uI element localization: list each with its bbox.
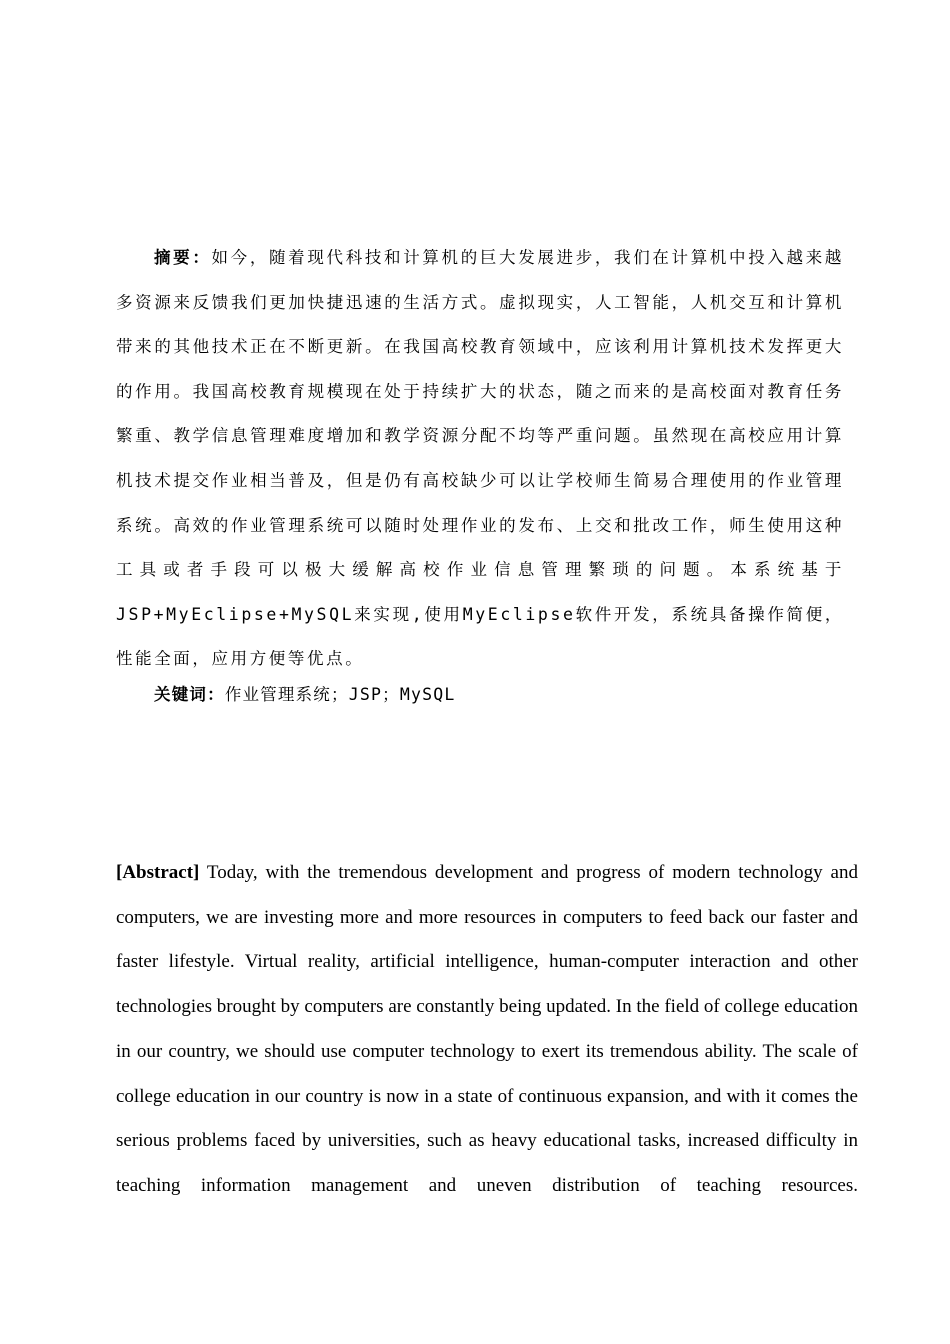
chinese-abstract-paragraph bbox=[116, 236, 844, 682]
chinese-keywords-label: 关键词： bbox=[154, 685, 225, 704]
chinese-abstract-label: 摘要： bbox=[154, 248, 212, 267]
english-abstract-label: [Abstract] bbox=[116, 862, 200, 883]
chinese-keywords-paragraph bbox=[116, 673, 844, 718]
chinese-abstract-text: 如今，随着现代科技和计算机的巨大发展进步，我们在计算机中投入越来越多资源来反馈我们更加快捷迅速的生活方式。虚拟现实，人工智能，人机交互和计算机带来的其他技术正在不断更新。在我国高校教育领域中，应该利用计算机技术发挥更大的作用。我国高校教育规模现在处于持续扩大的状态，随之而来的是高校面对教育任务繁重、教学信息管理难度增加和教学资源分配不均等严重问题。虽然现在高校应用计算机技术提交作业相当普及，但是仍有高校缺少可以让学校师生简易合理使用的作业管理系统。高效的作业管理系统可以随时处理作业的发布、上交和批改工作，师生使用这种工具或者手段可以极大缓解高校作业信息管理繁琐的问题。本系统基于JSP+MyEclipse+MySQL来实现,使用MyEclipse软件开发，系统具备操作简便，性能全面，应用方便等优点。 bbox=[116, 248, 844, 669]
chinese-keywords-text: 作业管理系统；JSP；MySQL bbox=[224, 685, 456, 704]
english-abstract-text: Today, with the tremendous development and progress of modern technology and computers, we are investing more and more resources in computers to feed back our faster and faster lifestyle. Virtual reality, artificial intelligence, human-computer interaction and other technologies brought by computers are constantly being updated. In the field of college education in our country, we should use computer technology to exert its tremendous ability. The scale of college education in our country is now in a state of continuous expansion, and with it comes the serious problems faced by universities, such as heavy educational tasks, increased difficulty in teaching information management and uneven distribution of teaching resources. bbox=[116, 862, 858, 1196]
english-abstract-paragraph bbox=[116, 851, 858, 1209]
